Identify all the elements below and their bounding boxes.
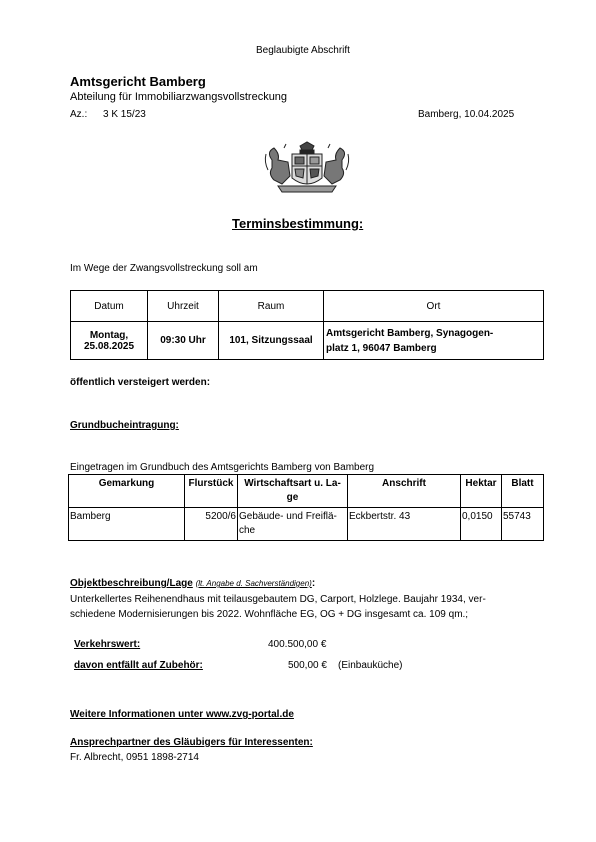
land-register-header-row: [69, 475, 544, 508]
appointment-date: [71, 322, 148, 360]
court-name: Amtsgericht Bamberg: [70, 74, 206, 89]
land-register-row: [69, 508, 544, 541]
col-wirtschaftsart-line2: ge: [286, 492, 299, 503]
col-hektar: Hektar: [461, 475, 502, 508]
intro-text: Im Wege der Zwangsvollstreckung soll am: [70, 263, 258, 274]
appointment-place-line1: Amtsgericht Bamberg, Synagogen-: [326, 327, 494, 339]
document-title: Terminsbestimmung:: [232, 216, 364, 231]
cell-anschrift: Eckbertstr. 43: [348, 508, 461, 541]
header-room: Raum: [219, 291, 324, 322]
appointment-place-line2: platz 1, 96047 Bamberg: [326, 342, 437, 354]
coat-of-arms-icon: [262, 140, 352, 196]
cell-wirtschaftsart-line2: che: [239, 525, 256, 536]
land-register-heading: Grundbucheintragung:: [70, 420, 179, 431]
reference-label: Az.:: [70, 109, 88, 120]
department-name: Abteilung für Immobiliarzwangsvollstreckung: [70, 91, 288, 103]
object-heading-title: Objektbeschreibung/Lage: [70, 578, 193, 589]
market-value: 400.500,00 €: [268, 639, 327, 650]
appointment-row: [71, 322, 544, 360]
col-flurstueck: Flurstück: [185, 475, 238, 508]
object-heading-colon: :: [311, 578, 316, 589]
market-value-label: Verkehrswert:: [74, 639, 141, 650]
col-gemarkung: Gemarkung: [69, 475, 185, 508]
object-heading-note: (lt. Angabe d. Sachverständigen): [195, 579, 312, 588]
col-anschrift: Anschrift: [348, 475, 461, 508]
col-blatt: Blatt: [502, 475, 544, 508]
land-register-table: [68, 474, 544, 541]
header-place: Ort: [324, 291, 544, 322]
appointment-place: [324, 322, 544, 360]
contact-heading: Ansprechpartner des Gläubigers für Interessenten:: [70, 737, 313, 748]
cell-blatt: 55743: [502, 508, 544, 541]
auction-text: öffentlich versteigert werden:: [70, 377, 211, 388]
contact-line: Fr. Albrecht, 0951 1898-2714: [70, 752, 199, 763]
reference-value: 3 K 15/23: [103, 109, 146, 120]
cell-wirtschaftsart-line1: Gebäude- und Freiflä-: [239, 511, 337, 522]
appointment-time: 09:30 Uhr: [148, 322, 219, 360]
cell-hektar: 0,0150: [461, 508, 502, 541]
appointment-date-value: 25.08.2025: [83, 340, 135, 352]
appointment-header-row: [71, 291, 544, 322]
col-wirtschaftsart-line1: Wirtschaftsart u. La-: [244, 478, 341, 489]
accessories-note: (Einbauküche): [338, 660, 403, 671]
appointment-room: 101, Sitzungssaal: [219, 322, 324, 360]
certified-copy-label: Beglaubigte Abschrift: [256, 45, 350, 56]
place-date: Bamberg, 10.04.2025: [418, 109, 515, 120]
accessories-value: 500,00 €: [288, 660, 327, 671]
header-date: Datum: [71, 291, 148, 322]
header-time: Uhrzeit: [148, 291, 219, 322]
object-description-line2: schiedene Modernisierungen bis 2022. Wohnfläche EG, OG + DG insgesamt ca. 109 qm.;: [70, 609, 469, 620]
cell-wirtschaftsart: [238, 508, 348, 541]
land-register-intro: Eingetragen im Grundbuch des Amtsgerichts Bamberg von Bamberg: [70, 462, 375, 473]
info-link[interactable]: Weitere Informationen unter www.zvg-portal.de: [70, 709, 294, 720]
object-heading: [70, 578, 315, 589]
appointment-table: [70, 290, 544, 360]
appointment-weekday: Montag,: [89, 329, 129, 341]
object-description-line1: Unterkellertes Reihenendhaus mit teilausgebautem DG, Carport, Holzlege. Baujahr 1934, ver-: [70, 594, 486, 605]
cell-flurstueck: 5200/6: [185, 508, 238, 541]
cell-gemarkung: Bamberg: [69, 508, 185, 541]
accessories-label: davon entfällt auf Zubehör:: [74, 660, 203, 671]
col-wirtschaftsart: [238, 475, 348, 508]
